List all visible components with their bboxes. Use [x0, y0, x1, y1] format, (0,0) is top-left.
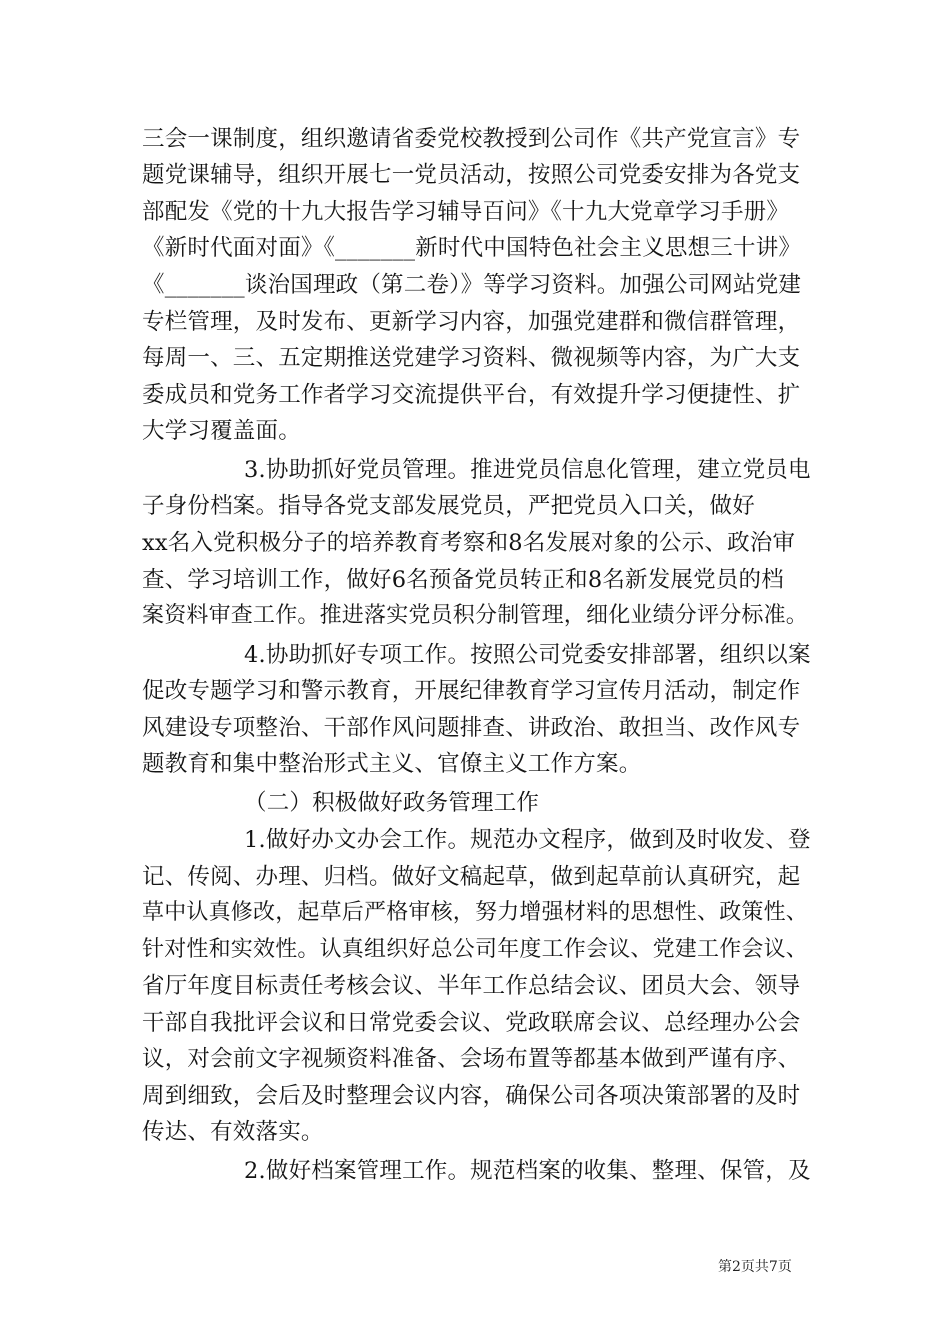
text-line: 案资料审查工作。推进落实党员积分制管理，细化业绩分评分标准。 [142, 603, 809, 628]
page-number: 第2页共7页 [718, 1259, 792, 1275]
text-line: 《_______谈治国理政（第二卷）》等学习资料。加强公司网站党建 [142, 272, 802, 298]
text-line: xx名入党积极分子的培养教育考察和8名发展对象的公示、政治审 [142, 530, 796, 556]
text-line: 每周一、三、五定期推送党建学习资料、微视频等内容，为广大支 [142, 345, 801, 371]
section-heading: （二）积极做好政务管理工作 [244, 790, 540, 816]
text-line: 委成员和党务工作者学习交流提供平台，有效提升学习便捷性、扩 [142, 382, 801, 408]
text-line: 查、学习培训工作，做好6名预备党员转正和8名新发展党员的档 [142, 567, 784, 593]
text-line: 大学习覆盖面。 [142, 418, 301, 444]
text-line: 专栏管理，及时发布、更新学习内容，加强党建群和微信群管理， [142, 309, 801, 335]
text-line: 传达、有效落实。 [142, 1119, 324, 1145]
text-line: 部配发《党的十九大报告学习辅导百问》《十九大党章学习手册》 [142, 199, 790, 225]
text-line: 子身份档案。指导各党支部发展党员，严把党员入口关，做好 [142, 493, 755, 519]
text-line: 风建设专项整治、干部作风问题排查、讲政治、敢担当、改作风专 [142, 715, 801, 741]
text-line: 《新时代面对面》《_______新时代中国特色社会主义思想三十讲》 [142, 235, 802, 261]
text-line: 3.协助抓好党员管理。推进党员信息化管理，建立党员电 [244, 457, 811, 483]
text-line: 记、传阅、办理、归档。做好文稿起草，做到起草前认真研究，起 [142, 864, 801, 890]
text-line: 4.协助抓好专项工作。按照公司党委安排部署，组织以案 [244, 642, 811, 668]
text-line: 周到细致，会后及时整理会议内容，确保公司各项决策部署的及时 [142, 1083, 801, 1109]
text-line: 题教育和集中整治形式主义、官僚主义工作方案。 [142, 751, 642, 777]
text-line: 草中认真修改，起草后严格审核，努力增强材料的思想性、政策性、 [142, 900, 809, 925]
text-line: 省厅年度目标责任考核会议、半年工作总结会议、团员大会、领导 [142, 973, 801, 999]
text-line: 促改专题学习和警示教育，开展纪律教育学习宣传月活动，制定作 [142, 678, 801, 704]
text-line: 2.做好档案管理工作。规范档案的收集、整理、保管，及 [244, 1158, 811, 1184]
text-line: 干部自我批评会议和日常党委会议、党政联席会议、总经理办公会 [142, 1010, 801, 1036]
text-line: 三会一课制度，组织邀请省委党校教授到公司作《共产党宣言》专 [142, 126, 801, 152]
text-line: 1.做好办文办会工作。规范办文程序，做到及时收发、登 [244, 827, 811, 853]
text-line: 题党课辅导，组织开展七一党员活动，按照公司党委安排为各党支 [142, 162, 801, 188]
text-line: 针对性和实效性。认真组织好总公司年度工作会议、党建工作会议、 [142, 937, 809, 962]
text-line: 议，对会前文字视频资料准备、会场布置等都基本做到严谨有序、 [142, 1046, 801, 1072]
